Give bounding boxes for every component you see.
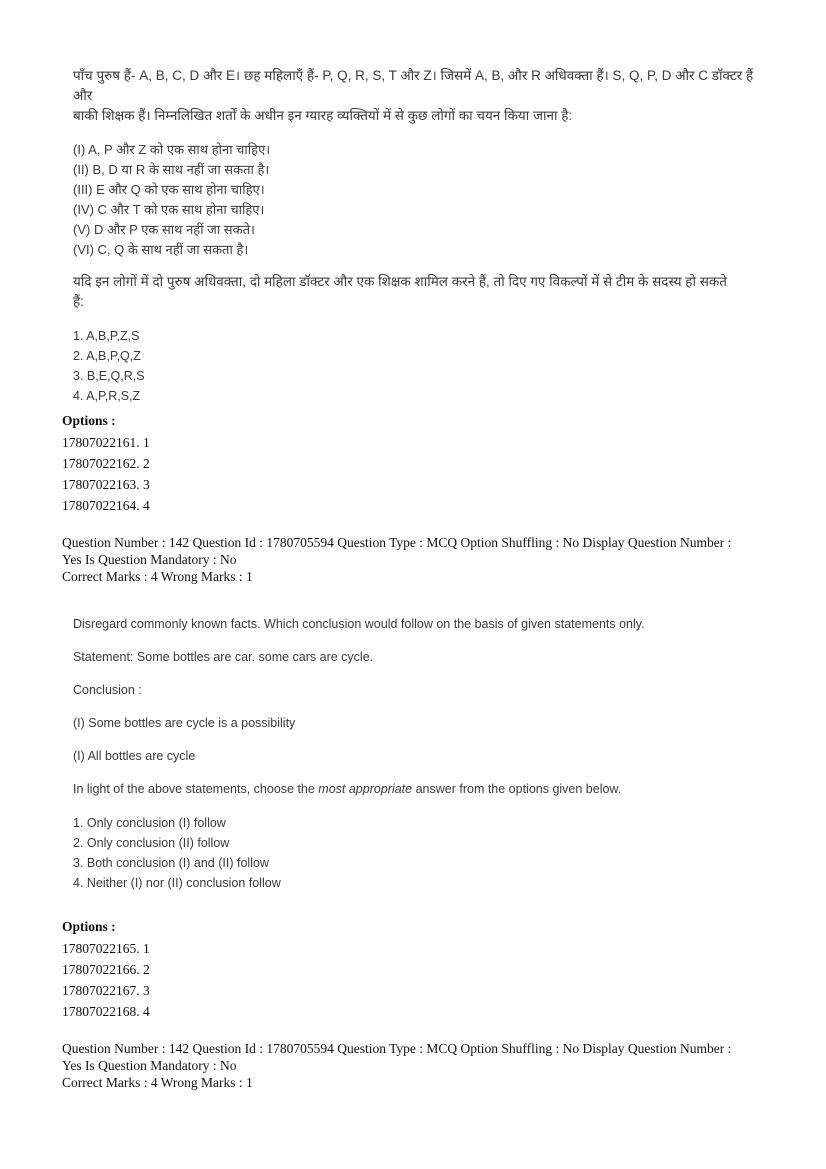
answer-choice: 4. A,P,R,S,Z [73, 389, 141, 403]
answer-choice: 4. Neither (I) nor (II) conclusion follow [73, 876, 281, 890]
condition-item: (IV) C और T को एक साथ होना चाहिए। [73, 202, 265, 217]
condition-item: (I) A, P और Z को एक साथ होना चाहिए। [73, 142, 271, 157]
prompt-text-after: answer from the options given below. [412, 782, 622, 796]
instruction-text: Disregard commonly known facts. Which conclusion would follow on the basis of given statements only. [73, 617, 645, 631]
option-id: 17807022163. 3 [62, 477, 150, 492]
question-image-hindi [73, 66, 773, 406]
option-id: 17807022168. 4 [62, 1004, 150, 1019]
meta-line: Question Number : 142 Question Id : 1780705594 Question Type : MCQ Option Shuffling : No Display Question Number : [62, 1041, 732, 1056]
stem-line-1: यदि इन लोगों में दो पुरुष अधिवक्ता, दो महिला डॉक्टर और एक शिक्षक शामिल करने हैं, तो दिए गए विकल्पों में से टीम के सदस्य हो सकते [73, 274, 727, 289]
question-meta-1 [62, 534, 731, 585]
option-id: 17807022161. 1 [62, 435, 150, 450]
option-id: 17807022162. 2 [62, 456, 150, 471]
answer-choice: 1. Only conclusion (I) follow [73, 816, 226, 830]
conclusion-label: Conclusion : [73, 683, 142, 697]
condition-item: (V) D और P एक साथ नहीं जा सकते। [73, 222, 255, 237]
meta-line: Yes Is Question Mandatory : No [62, 552, 237, 567]
answer-choice: 2. A,B,P,Q,Z [73, 349, 141, 363]
options-label: Options : [62, 413, 116, 428]
option-id: 17807022167. 3 [62, 983, 150, 998]
prompt-text-before: In light of the above statements, choose the [73, 782, 319, 796]
stem-line-2: हैं: [73, 294, 84, 309]
intro-line-2: बाकी शिक्षक हैं। निम्नलिखित शर्तों के अधीन इन ग्यारह व्यक्तियों में से कुछ लोगों का चयन किया जाना है: [73, 108, 573, 123]
answer-choices [73, 813, 773, 893]
answer-choice: 1. A,B,P,Z,S [73, 329, 140, 343]
intro-line-1: पाँच पुरुष हैं- A, B, C, D और E। छह महिलाएँ हैं- P, Q, R, S, T और Z। जिसमें A, B, और R अधिवक्ता हैं। S, Q, P, D और C डॉक्टर हैं और [73, 68, 754, 103]
answer-choice: 2. Only conclusion (II) follow [73, 836, 230, 850]
option-id: 17807022165. 1 [62, 941, 150, 956]
answer-choices [73, 326, 773, 406]
answer-choice: 3. B,E,Q,R,S [73, 369, 145, 383]
option-id: 17807022166. 2 [62, 962, 150, 977]
question-meta-2 [62, 1040, 731, 1091]
question-image-english [73, 615, 773, 893]
condition-item: (VI) C, Q के साथ नहीं जा सकता है। [73, 242, 249, 257]
statement-text: Statement: Some bottles are car. some cars are cycle. [73, 650, 374, 664]
meta-line: Correct Marks : 4 Wrong Marks : 1 [62, 1075, 253, 1090]
condition-item: (II) B, D या R के साथ नहीं जा सकता है। [73, 162, 270, 177]
option-id: 17807022164. 4 [62, 498, 150, 513]
options-label: Options : [62, 919, 116, 934]
meta-line: Question Number : 142 Question Id : 1780705594 Question Type : MCQ Option Shuffling : No Display Question Number : [62, 535, 732, 550]
prompt-text-emphasis: most appropriate [318, 782, 413, 796]
meta-line: Yes Is Question Mandatory : No [62, 1058, 237, 1073]
conclusion-item: (I) All bottles are cycle [73, 749, 196, 763]
conclusion-item: (I) Some bottles are cycle is a possibility [73, 716, 296, 730]
options-block-1 [62, 412, 150, 516]
conditions-list [73, 140, 773, 260]
condition-item: (III) E और Q को एक साथ होना चाहिए। [73, 182, 265, 197]
answer-choice: 3. Both conclusion (I) and (II) follow [73, 856, 269, 870]
options-block-2 [62, 918, 150, 1022]
question-stem [73, 272, 773, 312]
meta-line: Correct Marks : 4 Wrong Marks : 1 [62, 569, 253, 584]
prompt-text [73, 780, 773, 813]
